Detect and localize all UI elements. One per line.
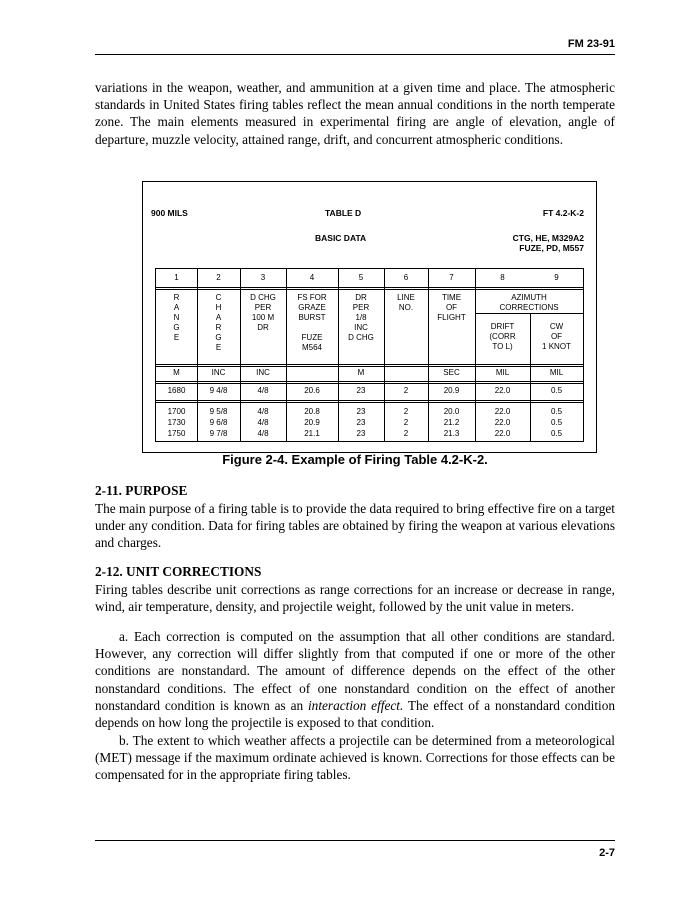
header-dr-per-inc: DR PER 1/8 INC D CHG [348, 293, 374, 342]
header-azimuth-corrections: AZIMUTH CORRECTIONS [499, 293, 559, 312]
table-cell: 21.1 [304, 429, 320, 438]
table-cell: 23 [356, 429, 366, 438]
table-cell: 9 7/8 [209, 429, 228, 438]
page-header [95, 38, 615, 55]
figure-left-title: 900 MILS [151, 208, 188, 218]
col-number: 9 [554, 273, 559, 282]
col-number: 8 [500, 273, 505, 282]
section-2-12-heading: 2-12. UNIT CORRECTIONS [95, 564, 262, 579]
table-cell: 1700 [167, 407, 186, 416]
header-line-no: LINE NO. [397, 293, 415, 312]
table-cell: 20.9 [304, 418, 320, 427]
header-time-of-flight: TIME OF FLIGHT [437, 293, 466, 322]
firing-table [155, 268, 584, 442]
table-cell: 2 [403, 418, 409, 427]
table-cell: 0.5 [550, 429, 563, 438]
section-2-12-text: Firing tables describe unit corrections as range corrections for an increase or decrease in range, wind, air temperature, density, and projectile weight, followed by the unit value in meters. [95, 582, 615, 615]
table-cell: 20.6 [304, 386, 320, 395]
unit-cell: M [173, 368, 180, 377]
table-cell: 20.9 [443, 386, 460, 395]
table-cell: 4/8 [257, 418, 269, 427]
table-cell: 20.0 [443, 407, 460, 416]
table-cell: 21.2 [443, 418, 460, 427]
header-fs-graze-burst: FS FOR GRAZE BURST FUZE M564 [297, 293, 327, 352]
header-drift: DRIFT (CORR TO L) [489, 322, 516, 351]
header-dchg-per-100m: D CHG PER 100 M DR [250, 293, 276, 332]
table-cell: 22.0 [494, 407, 511, 416]
col-number: 7 [449, 273, 454, 282]
unit-cell: INC [256, 368, 270, 377]
col-number: 3 [260, 273, 266, 282]
table-cell: 22.0 [494, 386, 511, 395]
section-2-12-para-a: a. Each correction is computed on the assumption that all other conditions are standard. However, any correction will differ slightly from that computed if one or more of the other conditions are nonstandard. The amount of difference depends on the effect of the other nonstandard conditions. The effect of one nonstandard condition on the effect of another nonstandard condition is known as an interaction effect. The effect of a nonstandard condition depends on how long the projectile is exposed to that condition. [95, 629, 616, 731]
header-charge: C H A R G E [215, 293, 222, 352]
unit-cell: MIL [549, 368, 564, 377]
document-id: FM 23-91 [567, 38, 615, 50]
table-cell: 22.0 [494, 418, 511, 427]
firing-table-figure [142, 181, 597, 453]
section-2-12-para-b: b. The extent to which weather affects a projectile can be determined from a meteorological (MET) message if the maximum ordinate achieved is known. Corrections for those effects can be compensated for in the appropriate firing tables. [95, 733, 615, 783]
header-range: R A N G E [173, 293, 180, 342]
table-cell: 2 [403, 386, 409, 395]
table-cell: 9 6/8 [209, 418, 228, 427]
table-cell: 9 4/8 [209, 386, 228, 395]
table-cell: 0.5 [550, 386, 563, 395]
table-cell: 23 [356, 418, 366, 427]
figure-caption: Figure 2-4. Example of Firing Table 4.2-K-2. [222, 452, 488, 467]
table-cell: 20.8 [304, 407, 320, 416]
section-2-11-text: The main purpose of a firing table is to provide the data required to bring effective fire on a target under any condition. Data for firing tables are obtained by firing the weapon at various elevations and charges. [95, 501, 615, 551]
table-cell: 21.3 [443, 429, 460, 438]
page-footer [95, 840, 615, 859]
figure-table-title: TABLE D [325, 208, 362, 218]
table-cell: 22.0 [494, 429, 511, 438]
interaction-effect-term: interaction effect. [307, 697, 404, 713]
page-number: 2-7 [599, 847, 615, 859]
table-cell: 1750 [167, 429, 186, 438]
figure-fuze: FUZE, PD, M557 [519, 243, 584, 253]
col-number: 5 [358, 273, 364, 282]
table-cell: 4/8 [257, 407, 269, 416]
table-cell: 23 [356, 407, 366, 416]
figure-table-id: FT 4.2-K-2 [542, 208, 584, 218]
section-2-11-heading: 2-11. PURPOSE [95, 483, 188, 498]
figure-cartridge: CTG, HE, M329A2 [512, 233, 584, 243]
table-cell: 1680 [167, 386, 186, 395]
unit-cell: SEC [443, 368, 460, 377]
intro-paragraph: variations in the weapon, weather, and ammunition at a given time and place. The atmospheric standards in United States firing tables reflect the mean annual conditions in the north temperate zone. The main elements measured in experimental firing are angle of elevation, angle of departure, muzzle velocity, attained range, drift, and concurrent atmospheric conditions. [95, 80, 615, 147]
table-cell: 0.5 [550, 407, 563, 416]
figure-table-subtitle: BASIC DATA [315, 233, 367, 243]
table-cell: 4/8 [257, 386, 269, 395]
table-cell: 2 [403, 429, 409, 438]
col-number: 4 [309, 273, 315, 282]
table-cell: 23 [356, 386, 366, 395]
table-cell: 0.5 [550, 418, 563, 427]
unit-cell: INC [211, 368, 226, 377]
table-cell: 1730 [167, 418, 186, 427]
unit-cell: M [357, 368, 365, 377]
table-cell: 2 [403, 407, 409, 416]
header-cw-1-knot: CW OF 1 KNOT [542, 322, 571, 351]
table-cell: 4/8 [257, 429, 269, 438]
col-number: 2 [216, 273, 221, 282]
col-number: 1 [174, 273, 179, 282]
unit-cell: MIL [495, 368, 510, 377]
table-cell: 9 5/8 [209, 407, 228, 416]
col-number: 6 [403, 273, 409, 282]
